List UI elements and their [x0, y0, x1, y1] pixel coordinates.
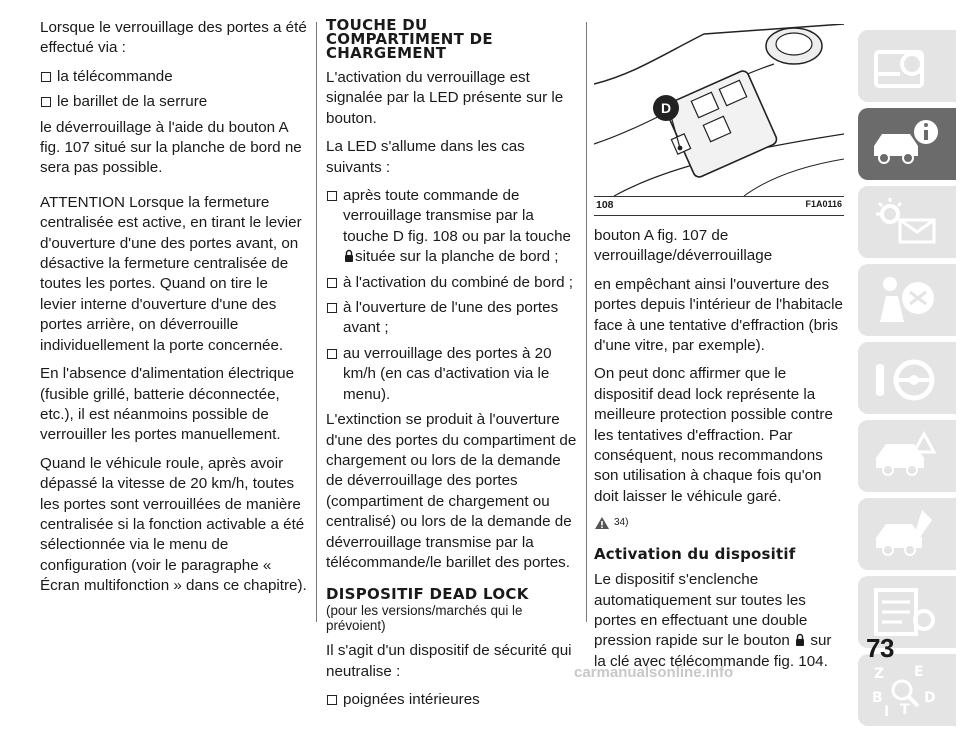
figure-reference: F1A0116 — [805, 199, 842, 209]
paragraph: en empêchant ainsi l'ouverture des portes depuis l'intérieur de l'habitacle face à une tentative d'effraction (bris d'une vitre, par exemple). — [594, 275, 843, 355]
section-heading: TOUCHE DU COMPARTIMENT DE CHARGEMENT — [326, 16, 493, 62]
door-switch-panel-illustration — [594, 24, 844, 196]
checkbox-bullet-icon — [327, 349, 337, 359]
nav-tab-starting-driving[interactable] — [858, 342, 956, 414]
warning-triangle-icon — [594, 516, 610, 530]
list-item: au verrouillage des portes à 20 km/h (en cas d'activation via le menu). — [326, 344, 580, 405]
column-left — [40, 18, 308, 605]
paragraph: L'activation du verrouillage est signalée par la LED présente sur le bouton. — [326, 69, 564, 127]
paragraph: Quand le véhicule roule, après avoir dépassé la vitesse de 20 km/h, toutes les portes sont verrouillées de manière centralisée si la fonction activable a été sélectionnée via le menu de configuration (voir le paragraphe « Écran multifonction » dans ce chapitre). — [40, 454, 307, 595]
index-icon — [870, 662, 940, 718]
list-item: poignées intérieures — [326, 690, 580, 710]
callout-label-d: D — [660, 100, 672, 116]
intro-paragraph: Lorsque le verrouillage des portes a été effectué via : — [40, 19, 307, 57]
figure-number: 108 — [596, 199, 614, 211]
list-item: le barillet de la serrure — [40, 92, 308, 112]
heading-note: (pour les versions/marchés qui le prévoient) — [326, 603, 523, 634]
figure-image — [594, 24, 844, 196]
checkbox-bullet-icon — [327, 695, 337, 705]
checkbox-bullet-icon — [41, 97, 51, 107]
paragraph: La LED s'allume dans les cas suivants : — [326, 138, 525, 176]
lock-icon — [795, 633, 805, 647]
list-item: à l'activation du combiné de bord ; — [326, 273, 580, 293]
steering-start-icon — [870, 350, 940, 406]
paragraph: En l'absence d'alimentation électrique (fusible grillé, batterie déconnectée, etc.), il est néanmoins possible de verrouiller les portes manuellement. — [40, 365, 295, 444]
nav-tab-car-info[interactable] — [858, 108, 956, 180]
column-middle — [326, 18, 580, 716]
section-heading: DISPOSITIF DEAD LOCK — [326, 585, 529, 604]
airbag-safety-icon — [870, 272, 940, 328]
list-item: après toute commande de verrouillage transmise par la touche D fig. 108 ou par la touche située sur la planche de bord ; — [326, 186, 580, 268]
warning-lights-icon — [870, 194, 940, 250]
checkbox-bullet-icon — [327, 278, 337, 288]
maintenance-car-icon — [870, 506, 940, 562]
paragraph: L'extinction se produit à l'ouverture d'une des portes du compartiment de chargement ou lors de la demande de déverrouillage des portes (compartiment de chargement ou centralisé) ou lors de la demande de déverrouillage transmise par la télécommande/le barillet des portes. — [326, 411, 577, 571]
svg-text:E: E — [914, 664, 924, 680]
nav-tab-dashboard[interactable] — [858, 30, 956, 102]
attention-paragraph: ATTENTION Lorsque la fermeture centralisée est active, en tirant le levier d'ouverture d'une des portes avant, on désactive la fermeture centralisée de toutes les portes. Quand on tire le levier interne d'ouverture d'une des portes arrière, on déverrouille individuellement la porte concernée. — [40, 193, 302, 354]
paragraph: bouton A fig. 107 de verrouillage/déverrouillage — [594, 227, 773, 265]
nav-tab-maintenance[interactable] — [858, 498, 956, 570]
svg-text:T: T — [900, 702, 910, 718]
dashboard-icon — [870, 38, 940, 94]
figure-108 — [594, 24, 844, 214]
svg-text:B: B — [872, 690, 883, 706]
paragraph: Il s'agit d'un dispositif de sécurité qui neutralise : — [326, 642, 572, 680]
technical-data-icon — [870, 584, 940, 640]
figure-caption — [594, 196, 844, 216]
column-divider-2 — [586, 22, 587, 622]
nav-tab-emergency[interactable] — [858, 420, 956, 492]
column-divider-1 — [316, 22, 317, 622]
paragraph: le déverrouillage à l'aide du bouton A fig. 107 situé sur la planche de bord ne sera pas possible. — [40, 118, 302, 177]
column-right — [594, 226, 846, 680]
svg-text:Z: Z — [874, 666, 885, 682]
lock-icon — [344, 249, 354, 263]
nav-tab-warning-lights[interactable] — [858, 186, 956, 258]
watermark: carmanualsonline.info — [574, 664, 734, 681]
checkbox-bullet-icon — [327, 191, 337, 201]
breakdown-car-icon — [870, 428, 940, 484]
checkbox-bullet-icon — [41, 72, 51, 82]
list-item: à l'ouverture de l'une des portes avant ; — [326, 298, 580, 339]
paragraph: Le dispositif s'enclenche automatiquement sur toutes les portes en effectuant une double pression rapide sur le bouton sur la clé avec télécommande fig. 104. — [594, 571, 832, 670]
checkbox-bullet-icon — [327, 303, 337, 313]
nav-tab-index[interactable] — [858, 654, 956, 726]
chapter-navigation — [858, 30, 956, 732]
svg-text:I: I — [884, 704, 890, 718]
svg-text:D: D — [924, 690, 936, 706]
nav-tab-safety[interactable] — [858, 264, 956, 336]
subsection-heading: Activation du dispositif — [594, 544, 796, 563]
warning-reference: 34) — [594, 513, 846, 533]
paragraph: On peut donc affirmer que le dispositif dead lock représente la meilleure protection possible contre les tentatives d'effraction. Par conséquent, nous recommandons son utilisation à chaque fois qu'on doit laisser le véhicule garé. — [594, 365, 833, 505]
car-info-icon — [870, 116, 940, 172]
page-number: 73 — [866, 633, 894, 663]
list-item: la télécommande — [40, 67, 308, 87]
